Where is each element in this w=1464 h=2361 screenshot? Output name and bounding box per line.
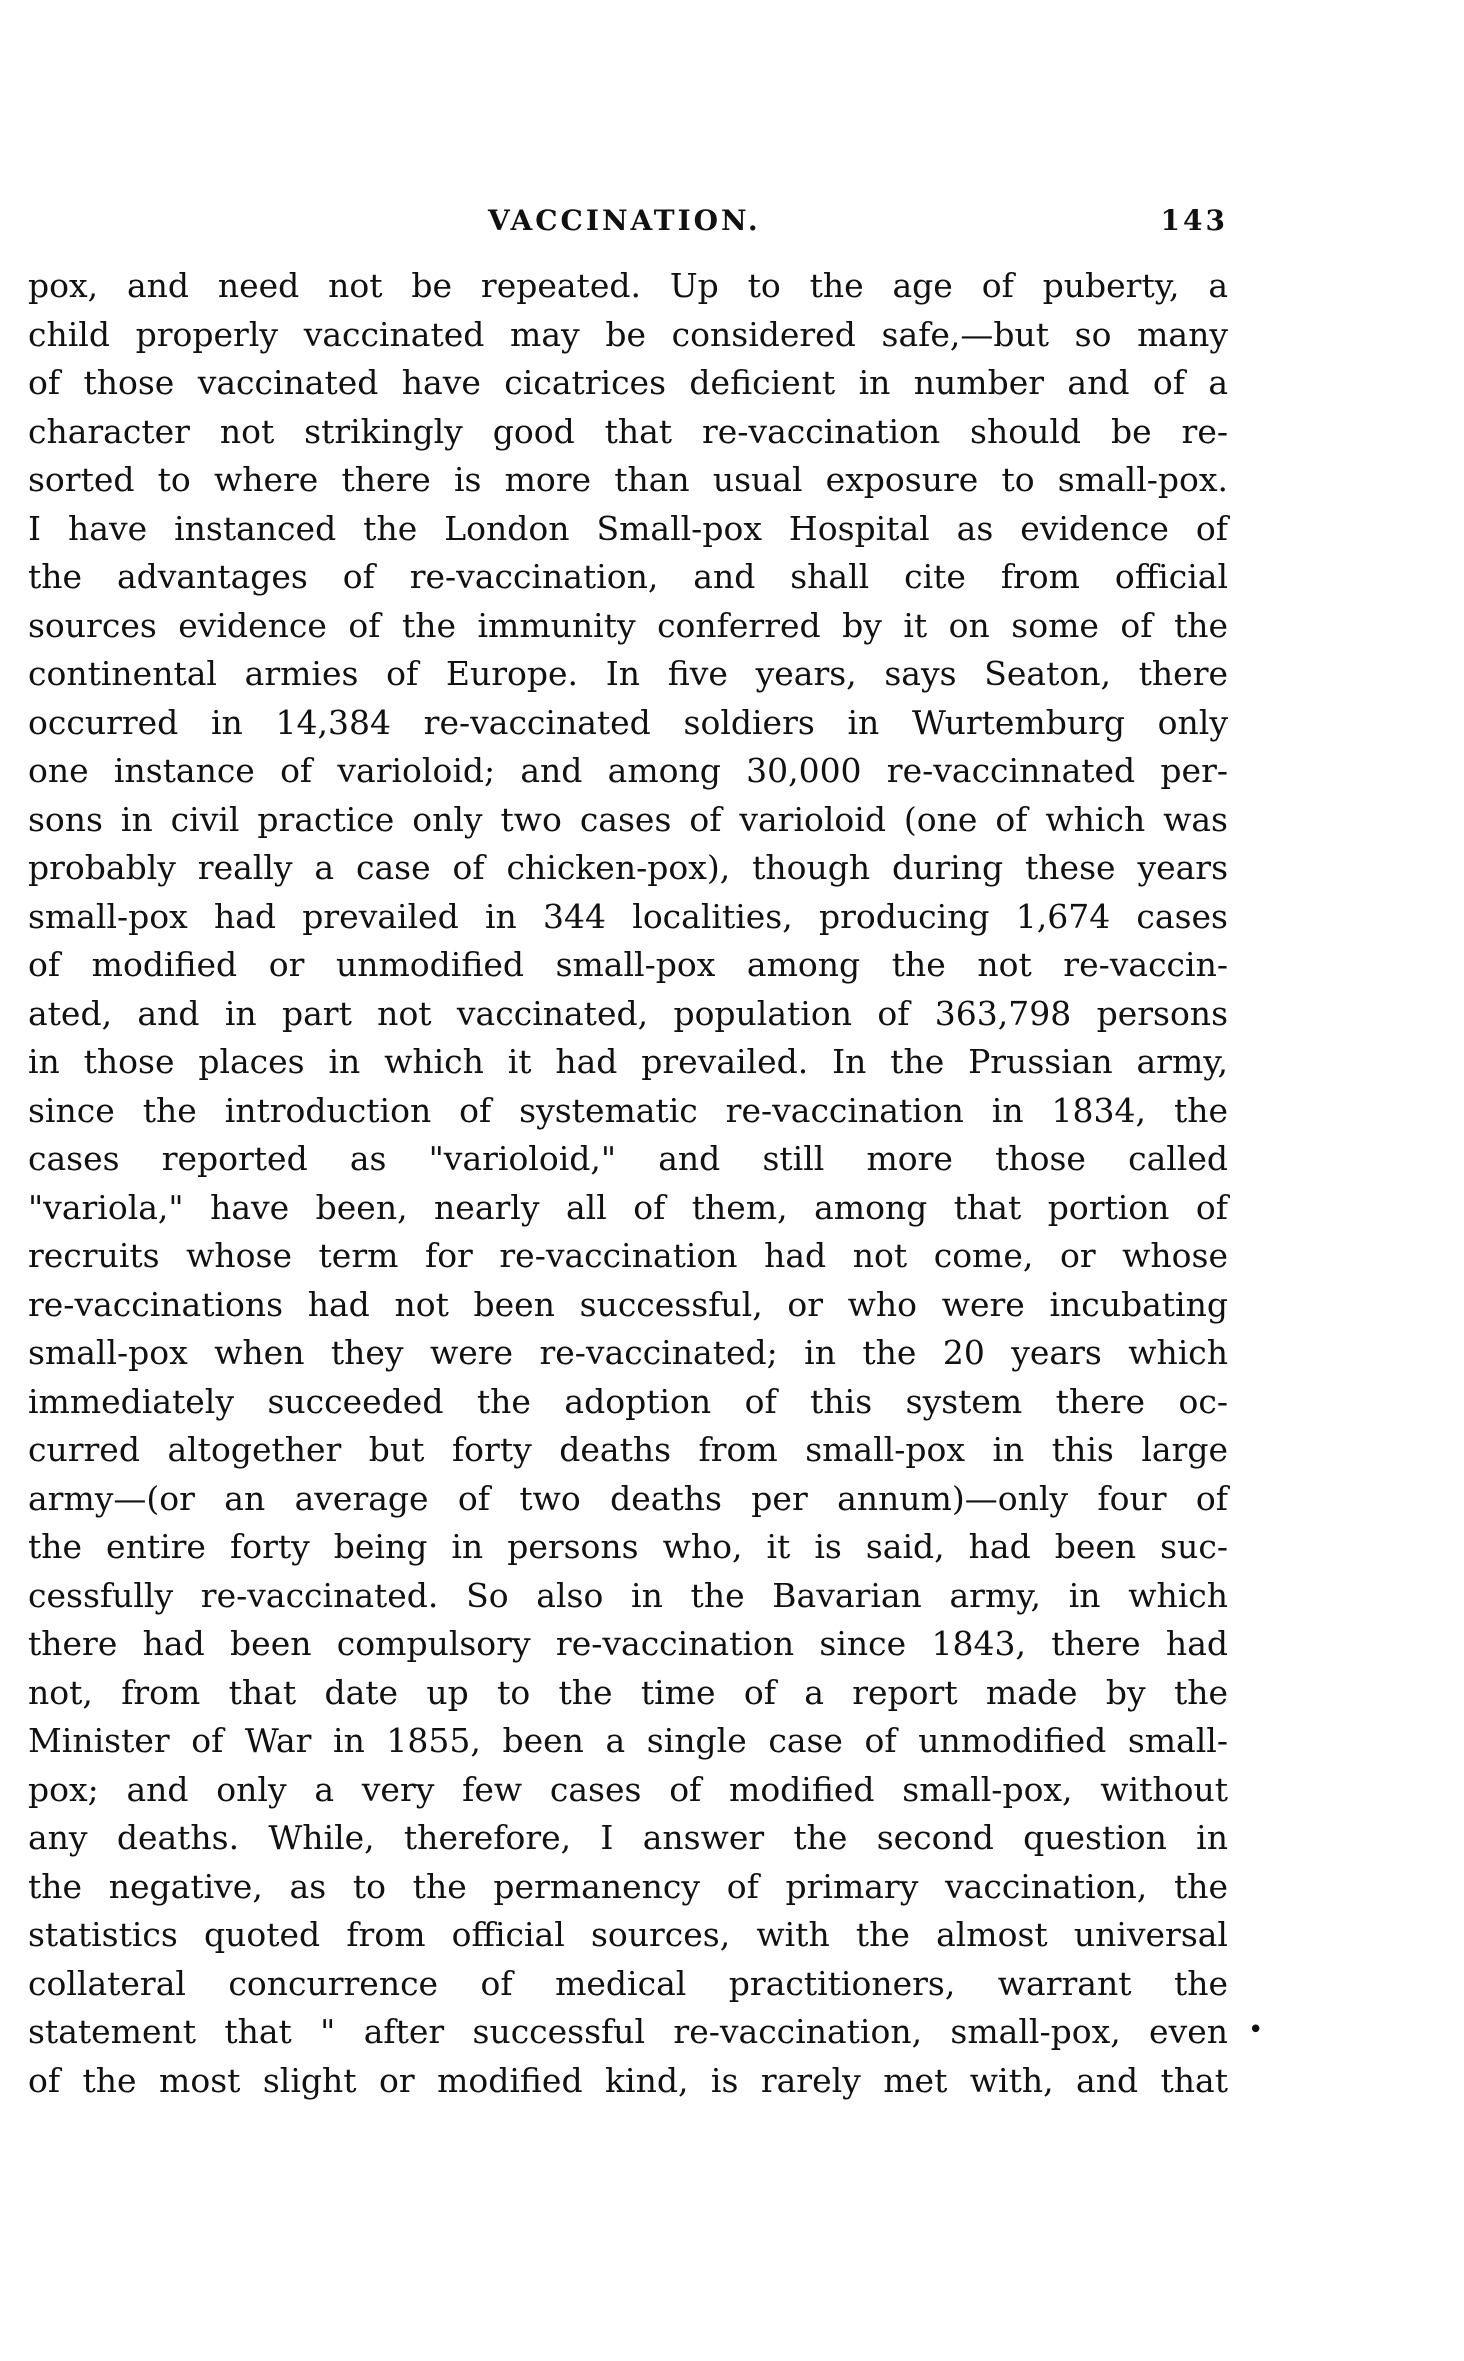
text-line: not, from that date up to the time of a report made by the [28, 1672, 1228, 1712]
text-line: pox, and need not be repeated. Up to the age of puberty, a [28, 266, 1228, 305]
text-line: occurred in 14,384 re-vaccinated soldiers in Wurtemburg only [28, 702, 1228, 742]
text-line: the entire forty being in persons who, it is said, had been suc- [28, 1527, 1228, 1566]
page-number: 143 [1160, 204, 1228, 237]
text-line: "variola," have been, nearly all of them, among that portion of [28, 1187, 1228, 1227]
text-line: pox; and only a very few cases of modified small-pox, without [28, 1769, 1228, 1809]
text-line: Minister of War in 1855, been a single case of unmodified small- [28, 1721, 1228, 1760]
text-line: army—(or an average of two deaths per annum)—only four of [28, 1478, 1228, 1518]
text-line: curred altogether but forty deaths from small-pox in this large [28, 1430, 1228, 1469]
running-head: VACCINATION. [488, 204, 761, 237]
text-line: one instance of varioloid; and among 30,000 re-vaccinnated per- [28, 751, 1228, 790]
text-line: of those vaccinated have cicatrices deficient in number and of a [28, 363, 1228, 402]
text-line: character not strikingly good that re-vaccination should be re- [28, 411, 1228, 451]
text-line: statement that " after successful re-vaccination, small-pox, even [28, 2012, 1228, 2051]
text-line: there had been compulsory re-vaccination since 1843, there had [28, 1624, 1228, 1663]
text-line: ated, and in part not vaccinated, population of 363,798 persons [28, 993, 1228, 1033]
text-line: sorted to where there is more than usual exposure to small-pox. [28, 460, 1228, 499]
text-line: re-vaccinations had not been successful, or who were incubating [28, 1284, 1228, 1324]
margin-mark: • [1248, 2015, 1264, 2045]
text-line: since the introduction of systematic re-vaccination in 1834, the [28, 1090, 1228, 1130]
page-header [28, 204, 1228, 244]
text-line: small-pox had prevailed in 344 localities, producing 1,674 cases [28, 896, 1228, 936]
text-line: probably really a case of chicken-pox), though during these years [28, 848, 1228, 887]
text-line: cases reported as "varioloid," and still more those called [28, 1139, 1228, 1178]
text-line: the advantages of re-vaccination, and shall cite from official [28, 557, 1228, 596]
text-line: the negative, as to the permanency of primary vaccination, the [28, 1866, 1228, 1906]
text-line: collateral concurrence of medical practitioners, warrant the [28, 1963, 1228, 2003]
text-line: in those places in which it had prevailed. In the Prussian army, [28, 1042, 1228, 1081]
text-line: child properly vaccinated may be considered safe,—but so many [28, 314, 1228, 354]
text-line: recruits whose term for re-vaccination had not come, or whose [28, 1236, 1228, 1275]
text-line: continental armies of Europe. In five years, says Seaton, there [28, 654, 1228, 693]
text-line: sons in civil practice only two cases of varioloid (one of which was [28, 799, 1228, 839]
text-line: I have instanced the London Small-pox Hospital as evidence of [28, 508, 1228, 548]
text-line: cessfully re-vaccinated. So also in the Bavarian army, in which [28, 1575, 1228, 1615]
body-text [28, 262, 1228, 2105]
text-line: any deaths. While, therefore, I answer the second question in [28, 1818, 1228, 1857]
text-line: of the most slight or modified kind, is rarely met with, and that [28, 2060, 1228, 2100]
text-line: statistics quoted from official sources, with the almost universal [28, 1915, 1228, 1954]
text-line: of modified or unmodified small-pox among the not re-vaccin- [28, 945, 1228, 984]
text-line: small-pox when they were re-vaccinated; in the 20 years which [28, 1333, 1228, 1372]
text-line: immediately succeeded the adoption of this system there oc- [28, 1381, 1228, 1421]
text-line: sources evidence of the immunity conferred by it on some of the [28, 605, 1228, 645]
